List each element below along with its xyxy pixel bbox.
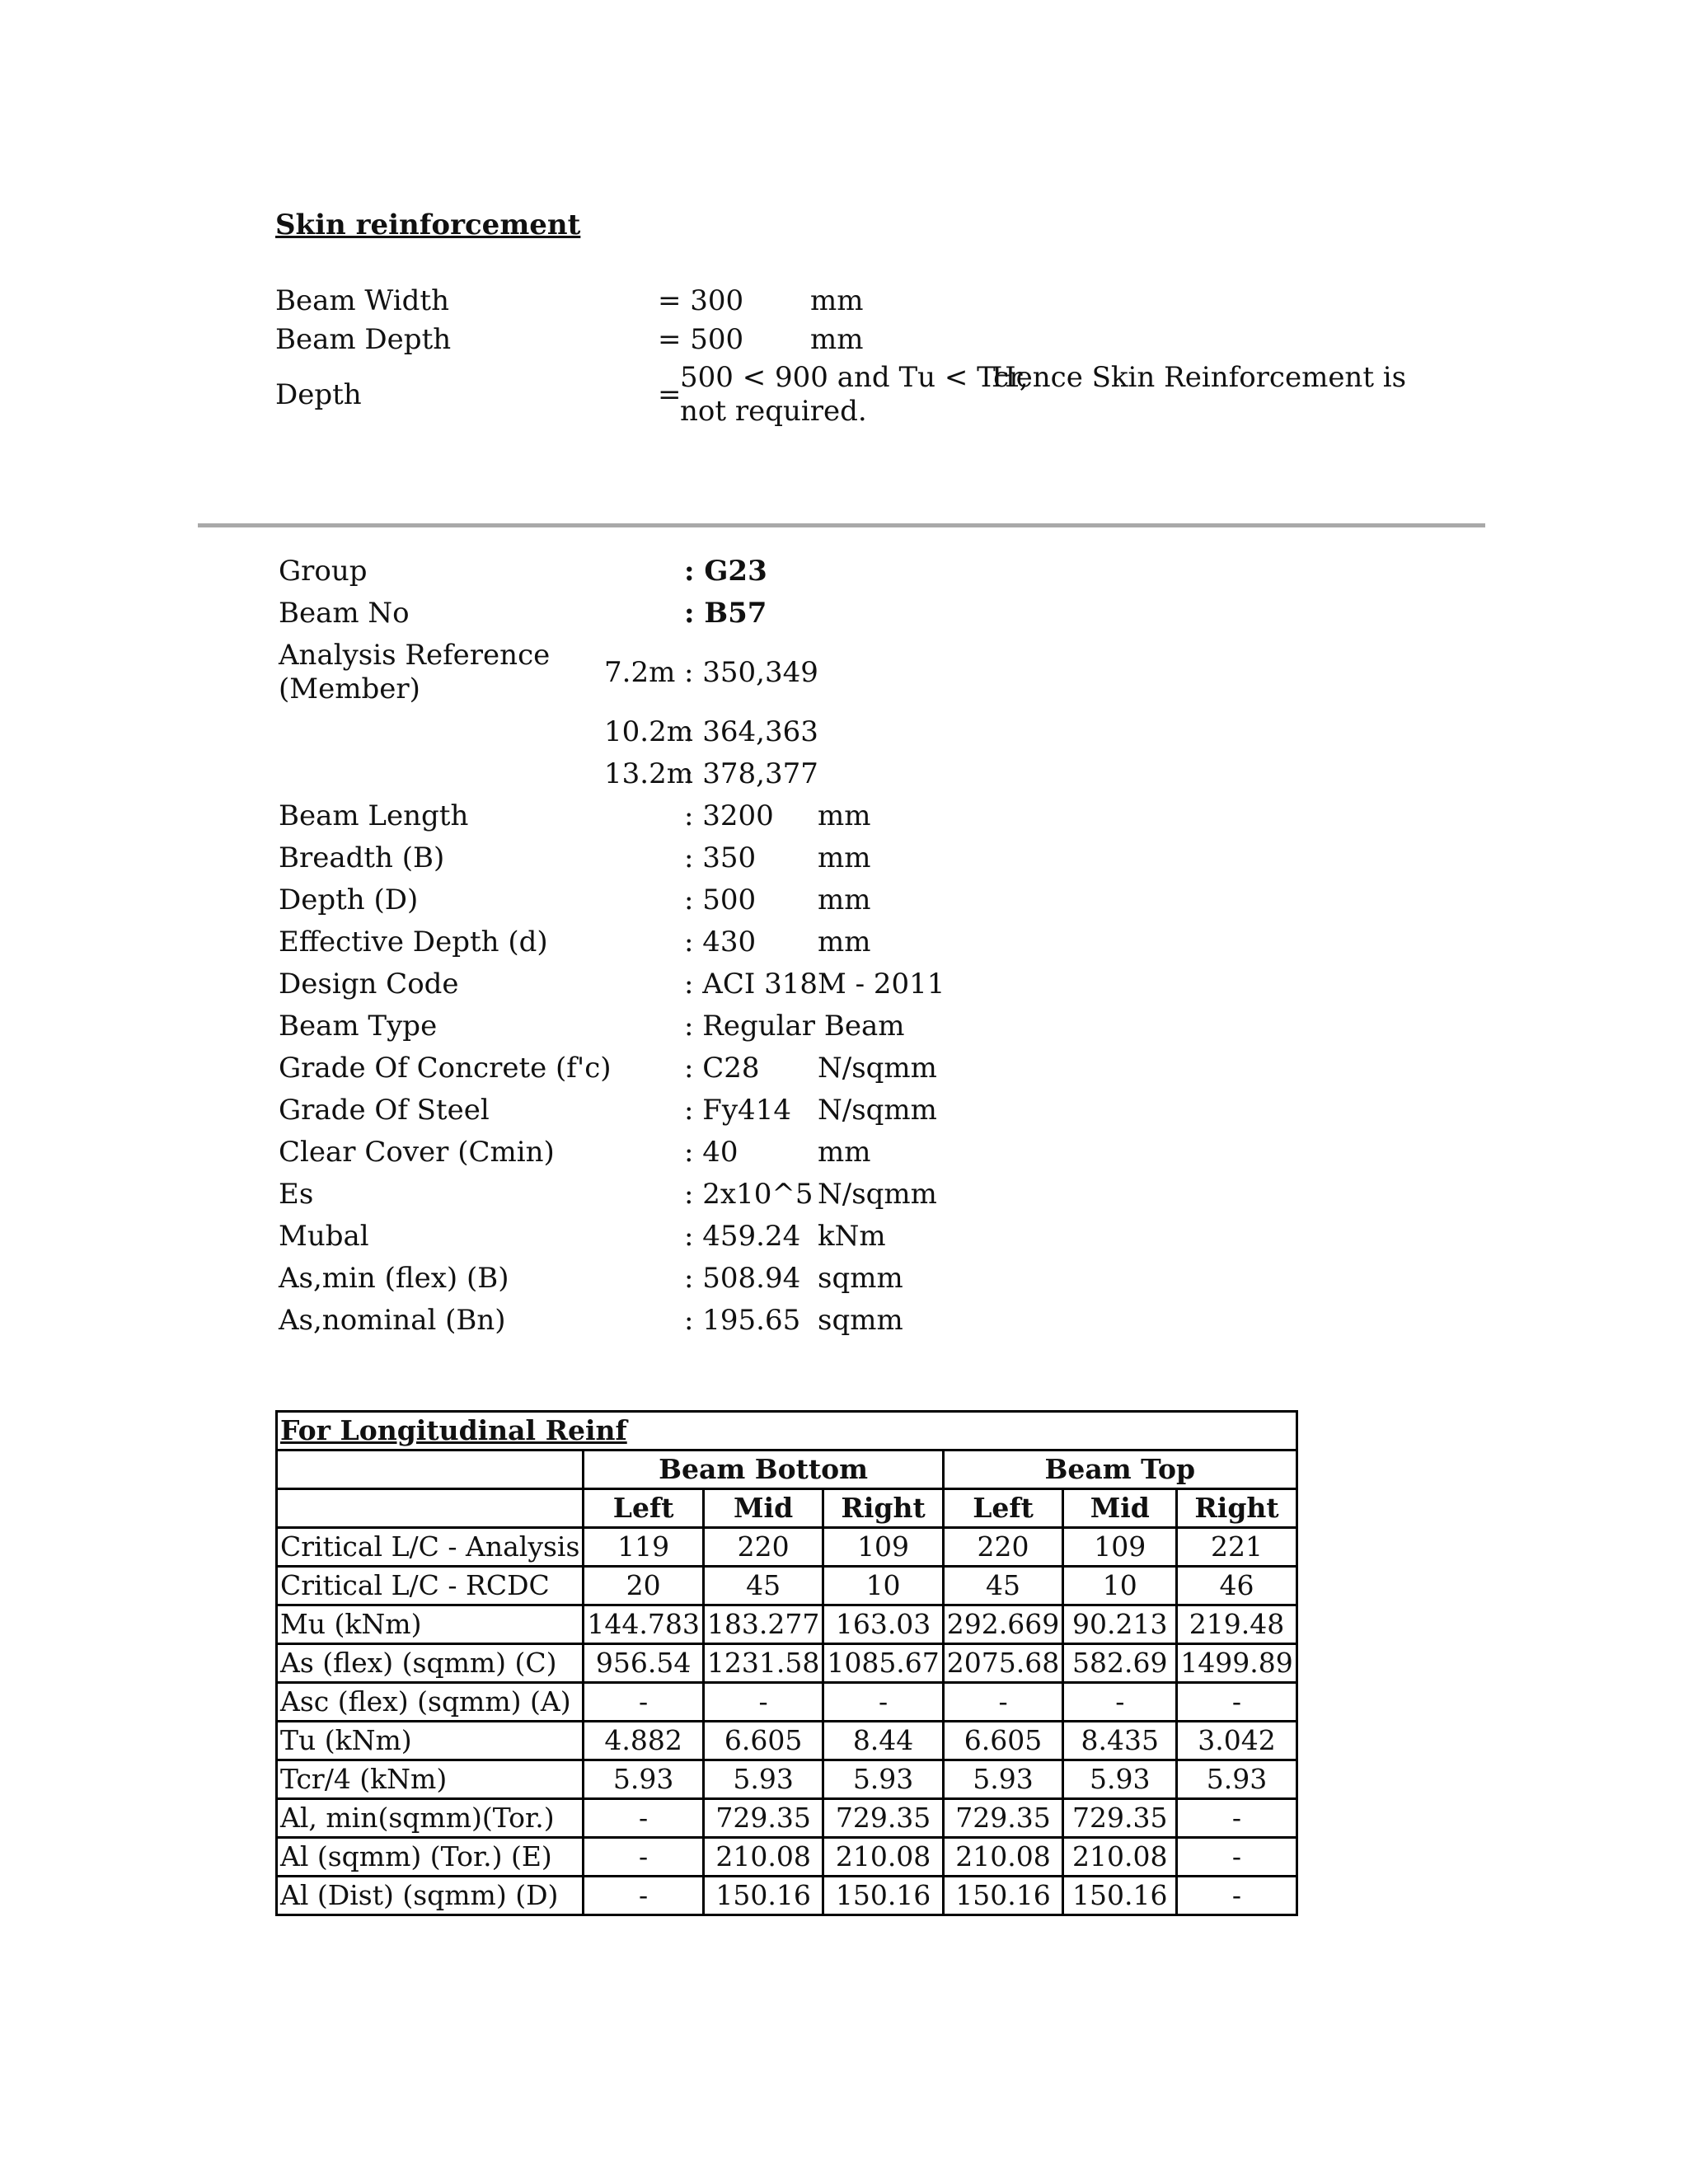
column-header: Right	[1177, 1489, 1296, 1528]
table-cell: -	[584, 1799, 703, 1838]
prop-unit: mm	[818, 926, 871, 958]
depth-check-text: 500 < 900 and Tu < Tcr,	[680, 361, 1029, 394]
prop-label: Beam Type	[279, 1010, 438, 1043]
depth-conclusion-text: Hence Skin Reinforcement is	[992, 361, 1407, 394]
prop-unit: mm	[818, 799, 871, 832]
ref-value: : 378,377	[684, 757, 818, 790]
prop-value: : 2x10^5	[684, 1178, 814, 1211]
empty-cell	[277, 1451, 584, 1489]
beam-depth-value: = 500	[658, 323, 744, 356]
prop-value: : 3200	[684, 799, 774, 832]
row-label: Mu (kNm)	[277, 1605, 584, 1644]
group-label: Group	[279, 555, 368, 588]
row-label: Critical L/C - Analysis	[277, 1528, 584, 1567]
table-row	[277, 1722, 1297, 1760]
table-cell: 1231.58	[703, 1644, 823, 1683]
table-cell: 20	[584, 1567, 703, 1605]
group-value: : G23	[684, 555, 767, 588]
section-divider	[198, 523, 1485, 527]
table-cell: -	[823, 1683, 943, 1722]
table-cell: 45	[943, 1567, 1062, 1605]
prop-unit: mm	[818, 841, 871, 874]
row-label: Tu (kNm)	[277, 1722, 584, 1760]
depth-label: Depth	[275, 378, 362, 411]
table-cell: 210.08	[703, 1838, 823, 1877]
table-title: For Longitudinal Reinf	[277, 1412, 1297, 1451]
empty-cell	[277, 1489, 584, 1528]
table-cell: 210.08	[943, 1838, 1062, 1877]
depth-equals: =	[658, 378, 682, 411]
table-cell: 150.16	[943, 1877, 1062, 1915]
prop-unit: N/sqmm	[818, 1052, 937, 1085]
prop-unit: sqmm	[818, 1262, 903, 1295]
table-cell: 956.54	[584, 1644, 703, 1683]
table-cell: 119	[584, 1528, 703, 1567]
table-cell: 4.882	[584, 1722, 703, 1760]
table-cell: 729.35	[703, 1799, 823, 1838]
prop-unit: kNm	[818, 1220, 886, 1253]
beam-width-label: Beam Width	[275, 284, 449, 317]
table-cell: 729.35	[1063, 1799, 1177, 1838]
table-cell: 150.16	[823, 1877, 943, 1915]
prop-label: Grade Of Concrete (f'c)	[279, 1052, 612, 1085]
prop-value: : 459.24	[684, 1220, 801, 1253]
prop-value: : Regular Beam	[684, 1010, 905, 1043]
table-cell: 163.03	[823, 1605, 943, 1644]
table-cell: 292.669	[943, 1605, 1062, 1644]
table-cell: 46	[1177, 1567, 1296, 1605]
table-cell: 5.93	[584, 1760, 703, 1799]
analysis-ref-label: Analysis Reference	[279, 639, 551, 672]
prop-unit: N/sqmm	[818, 1094, 937, 1127]
group-header-beam-bottom: Beam Bottom	[584, 1451, 943, 1489]
table-cell: 6.605	[703, 1722, 823, 1760]
prop-value: : 430	[684, 926, 757, 958]
depth-conclusion-text-2: not required.	[680, 395, 867, 428]
table-cell: -	[1177, 1799, 1296, 1838]
column-header: Mid	[703, 1489, 823, 1528]
ref-level: 7.2m	[604, 656, 676, 689]
table-cell: 729.35	[823, 1799, 943, 1838]
table-cell: 109	[823, 1528, 943, 1567]
row-label: As (flex) (sqmm) (C)	[277, 1644, 584, 1683]
prop-label: Grade Of Steel	[279, 1094, 490, 1127]
longitudinal-reinf-table	[275, 1410, 1298, 1916]
prop-value: : 40	[684, 1136, 738, 1169]
beam-depth-unit: mm	[810, 323, 864, 356]
table-cell: 220	[943, 1528, 1062, 1567]
table-cell: 5.93	[1177, 1760, 1296, 1799]
prop-label: Depth (D)	[279, 883, 419, 916]
prop-label: Effective Depth (d)	[279, 926, 548, 958]
ref-level: 10.2m	[604, 715, 693, 748]
table-cell: 90.213	[1063, 1605, 1177, 1644]
beam-depth-label: Beam Depth	[275, 323, 452, 356]
table-title-row	[277, 1412, 1297, 1451]
prop-unit: N/sqmm	[818, 1178, 937, 1211]
table-cell: 729.35	[943, 1799, 1062, 1838]
prop-label: As,min (flex) (B)	[279, 1262, 509, 1295]
beam-no-label: Beam No	[279, 597, 410, 630]
table-cell: 8.435	[1063, 1722, 1177, 1760]
ref-value: : 350,349	[684, 656, 818, 689]
prop-value: : 350	[684, 841, 757, 874]
prop-unit: mm	[818, 883, 871, 916]
table-cell: 45	[703, 1567, 823, 1605]
row-label: Al, min(sqmm)(Tor.)	[277, 1799, 584, 1838]
table-cell: -	[584, 1877, 703, 1915]
prop-value: : 508.94	[684, 1262, 801, 1295]
prop-label: Mubal	[279, 1220, 369, 1253]
table-row	[277, 1760, 1297, 1799]
prop-value: : 500	[684, 883, 757, 916]
ref-value: : 364,363	[684, 715, 818, 748]
table-cell: 210.08	[1063, 1838, 1177, 1877]
analysis-ref-label-2: (Member)	[279, 673, 420, 705]
table-cell: 5.93	[823, 1760, 943, 1799]
table-cell: 582.69	[1063, 1644, 1177, 1683]
table-cell: 210.08	[823, 1838, 943, 1877]
table-cell: 109	[1063, 1528, 1177, 1567]
prop-value: : Fy414	[684, 1094, 791, 1127]
table-cell: -	[1177, 1877, 1296, 1915]
table-cell: -	[584, 1838, 703, 1877]
table-cell: 219.48	[1177, 1605, 1296, 1644]
prop-label: Beam Length	[279, 799, 469, 832]
table-row	[277, 1605, 1297, 1644]
prop-label: Design Code	[279, 968, 459, 1001]
table-cell: 220	[703, 1528, 823, 1567]
table-row	[277, 1528, 1297, 1567]
table-cell: -	[1177, 1838, 1296, 1877]
prop-label: Breadth (B)	[279, 841, 445, 874]
prop-unit: sqmm	[818, 1304, 903, 1337]
column-header: Mid	[1063, 1489, 1177, 1528]
table-row	[277, 1838, 1297, 1877]
beam-no-value: : B57	[684, 597, 767, 630]
table-cell: -	[943, 1683, 1062, 1722]
table-cell: 150.16	[703, 1877, 823, 1915]
prop-label: Clear Cover (Cmin)	[279, 1136, 555, 1169]
row-label: Asc (flex) (sqmm) (A)	[277, 1683, 584, 1722]
skin-title: Skin reinforcement	[275, 209, 581, 241]
table-body	[277, 1528, 1297, 1915]
beam-width-unit: mm	[810, 284, 864, 317]
table-cell: 2075.68	[943, 1644, 1062, 1683]
prop-label: As,nominal (Bn)	[279, 1304, 506, 1337]
table-row	[277, 1877, 1297, 1915]
ref-level: 13.2m	[604, 757, 693, 790]
beam-width-value: = 300	[658, 284, 744, 317]
prop-value: : C28	[684, 1052, 760, 1085]
table-cell: 144.783	[584, 1605, 703, 1644]
column-header: Left	[584, 1489, 703, 1528]
table-row	[277, 1799, 1297, 1838]
table-row	[277, 1644, 1297, 1683]
table-cell: 5.93	[1063, 1760, 1177, 1799]
row-label: Critical L/C - RCDC	[277, 1567, 584, 1605]
table-group-header-row	[277, 1451, 1297, 1489]
table-cell: -	[1063, 1683, 1177, 1722]
table-cell: 1085.67	[823, 1644, 943, 1683]
column-header: Right	[823, 1489, 943, 1528]
prop-value: : ACI 318M - 2011	[684, 968, 945, 1001]
table-row	[277, 1683, 1297, 1722]
table-cell: 8.44	[823, 1722, 943, 1760]
group-header-beam-top: Beam Top	[943, 1451, 1296, 1489]
column-header: Left	[943, 1489, 1062, 1528]
table-column-header-row	[277, 1489, 1297, 1528]
prop-unit: mm	[818, 1136, 871, 1169]
table-cell: 5.93	[943, 1760, 1062, 1799]
table-cell: 150.16	[1063, 1877, 1177, 1915]
table-cell: -	[703, 1683, 823, 1722]
table-cell: 10	[1063, 1567, 1177, 1605]
table-row	[277, 1567, 1297, 1605]
table-cell: -	[584, 1683, 703, 1722]
table-cell: 5.93	[703, 1760, 823, 1799]
prop-value: : 195.65	[684, 1304, 801, 1337]
table-cell: 10	[823, 1567, 943, 1605]
table-cell: 183.277	[703, 1605, 823, 1644]
row-label: Al (Dist) (sqmm) (D)	[277, 1877, 584, 1915]
row-label: Tcr/4 (kNm)	[277, 1760, 584, 1799]
table-cell: 221	[1177, 1528, 1296, 1567]
row-label: Al (sqmm) (Tor.) (E)	[277, 1838, 584, 1877]
table-cell: 6.605	[943, 1722, 1062, 1760]
prop-label: Es	[279, 1178, 314, 1211]
table-cell: 3.042	[1177, 1722, 1296, 1760]
table-cell: -	[1177, 1683, 1296, 1722]
table-cell: 1499.89	[1177, 1644, 1296, 1683]
